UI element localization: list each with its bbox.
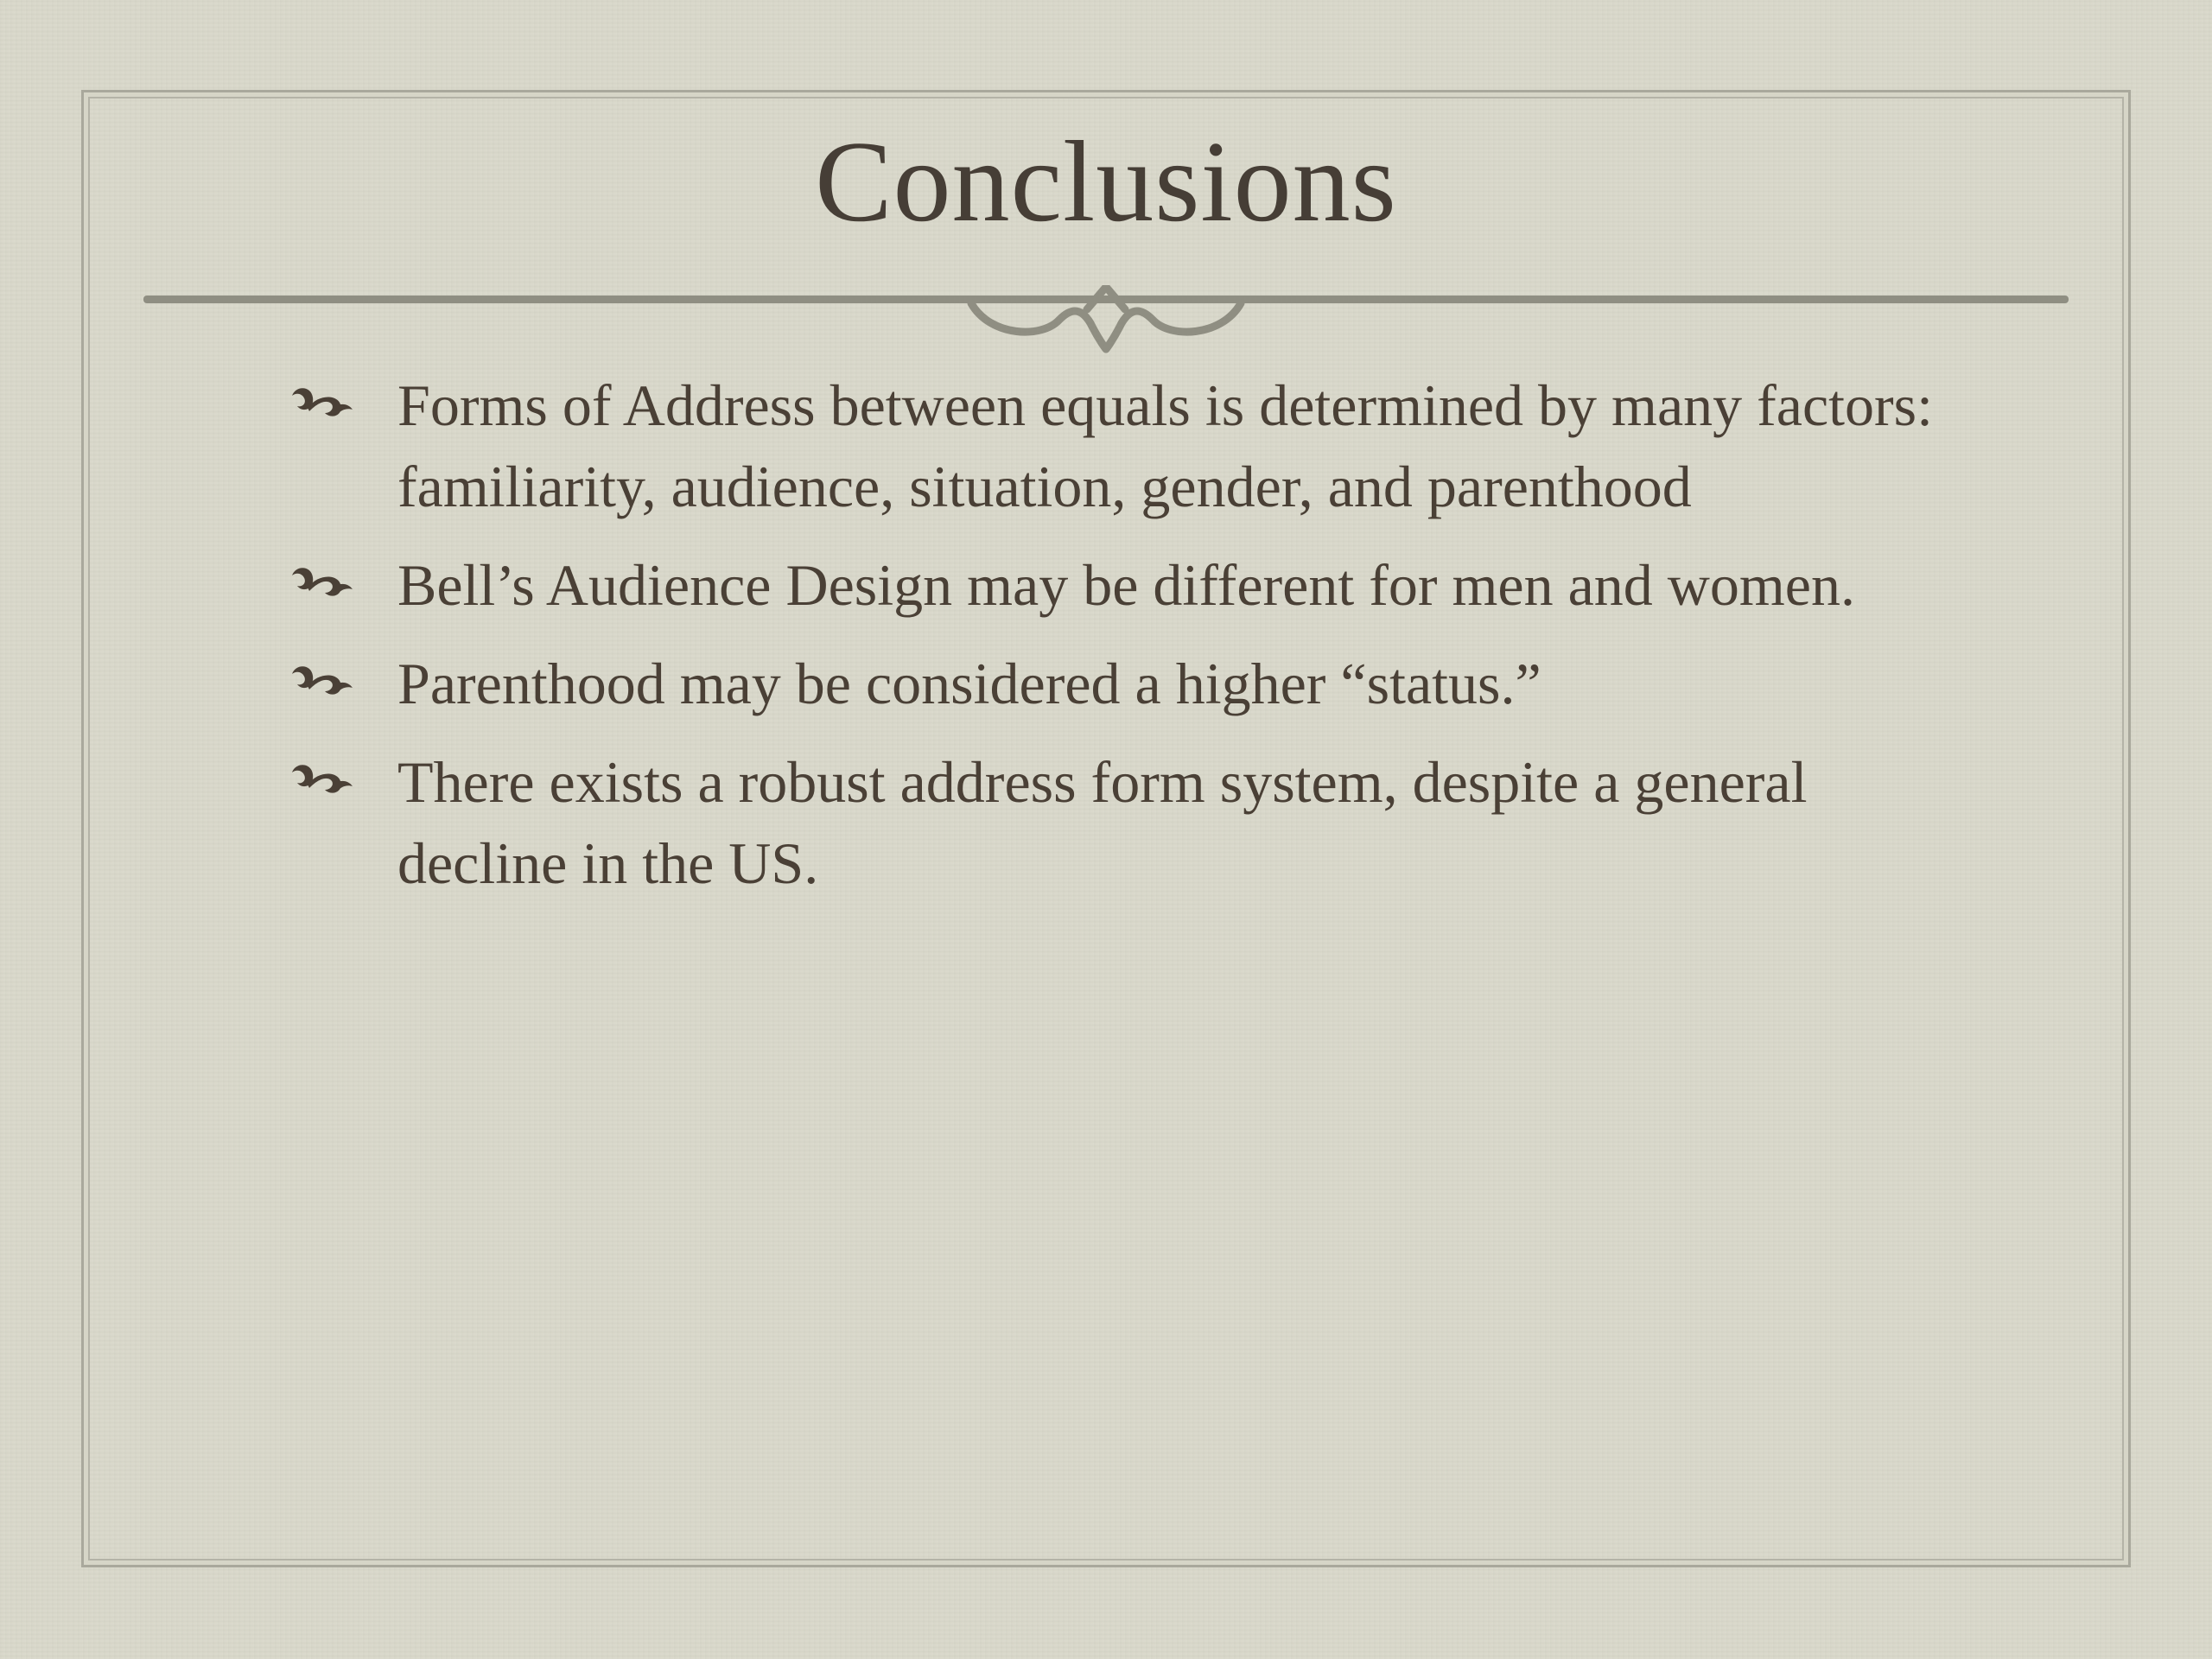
bullet-text: Bell’s Audience Design may be different for men and women. [397, 552, 1855, 618]
bullet-text: Parenthood may be considered a higher “status.” [397, 651, 1541, 716]
bullet-text: Forms of Address between equals is determined by many factors: familiarity, audience, situation, gender, and parenthood [397, 372, 1934, 519]
bullet-text: There exists a robust address form system, despite a general decline in the US. [397, 749, 1808, 896]
list-item [276, 741, 1953, 904]
list-item [276, 544, 1953, 626]
fleuron-icon [287, 562, 356, 610]
bullet-list [276, 365, 1953, 921]
list-item [276, 643, 1953, 724]
slide-title: Conclusions [815, 118, 1397, 245]
fleuron-icon [287, 382, 356, 430]
fleuron-icon [287, 759, 356, 807]
fleuron-icon [287, 660, 356, 709]
list-item [276, 365, 1953, 527]
ornamental-divider-icon [143, 285, 2069, 363]
